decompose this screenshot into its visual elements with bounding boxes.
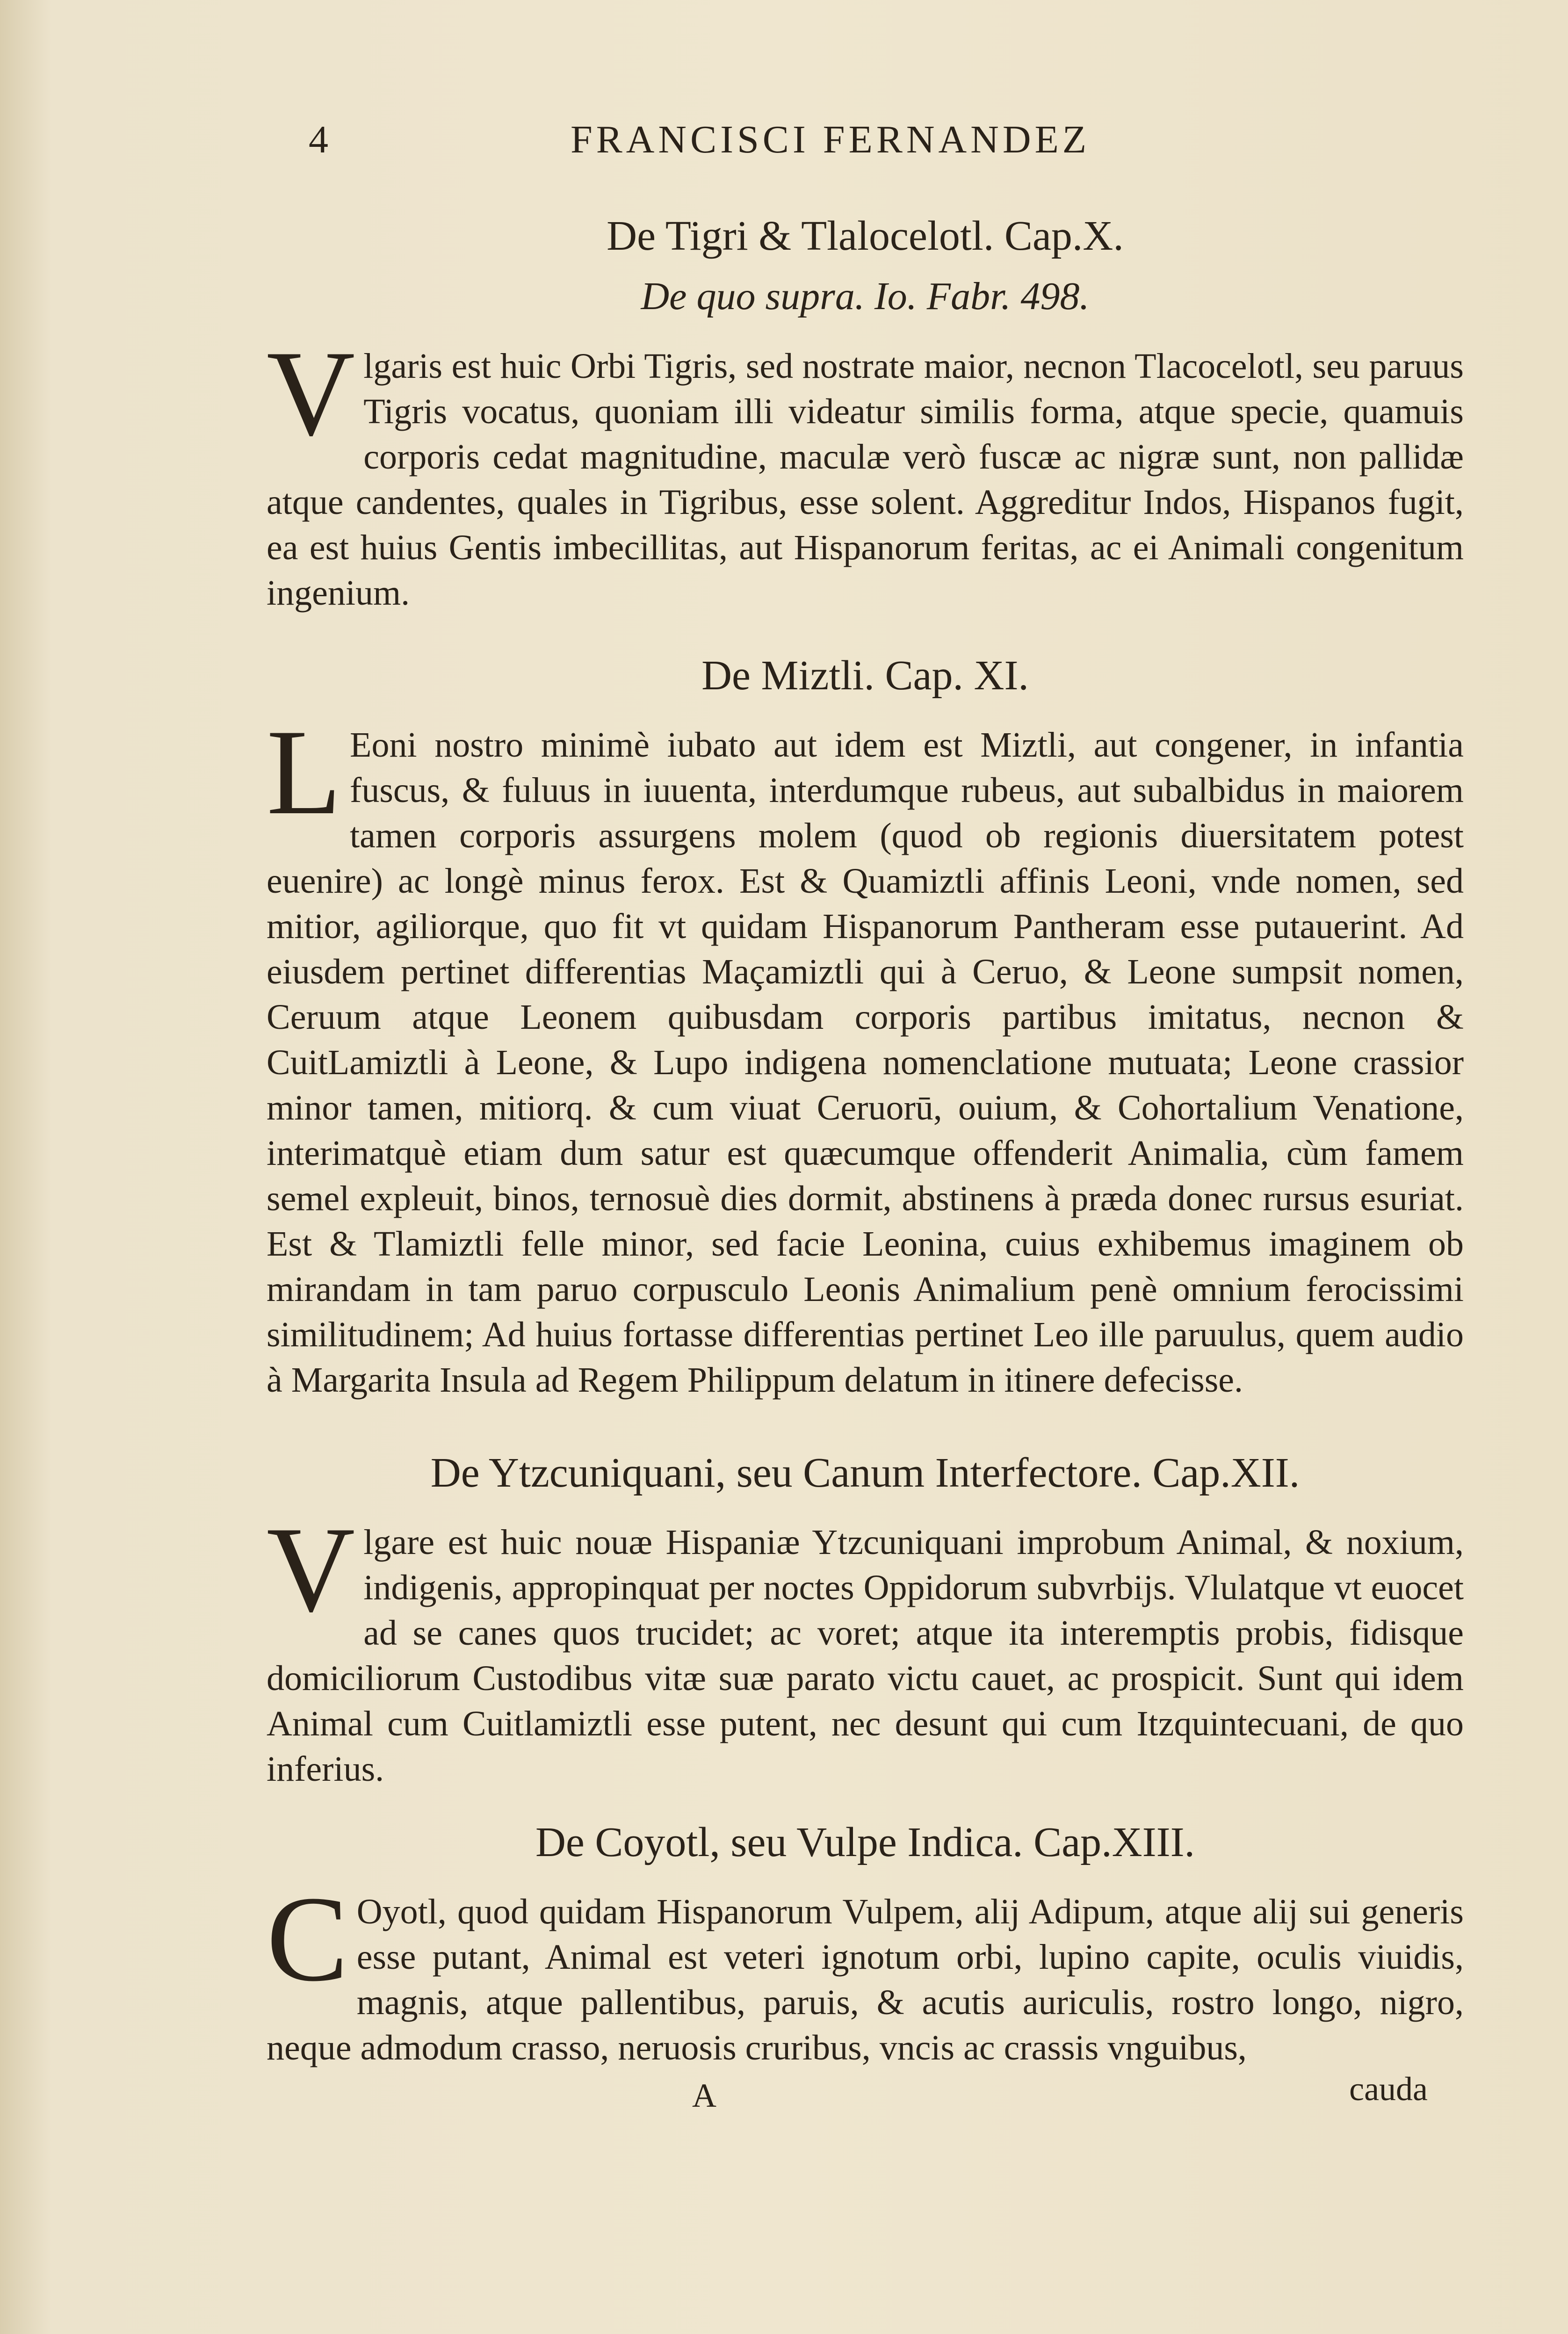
chapter-text: Oyotl, quod quidam Hispanorum Vulpem, alij Adipum, atque alij sui generis esse putant, Animal est veteri ignotum orbi, lupino capite, oculis viuidis, magnis, atque pallentibus, paruis, & acutis auriculis, rostro longo, nigro, neque admodum crasso, neruosis cruribus, vncis ac crassis vnguibus, xyxy=(267,1892,1464,2067)
chapter-heading: De Miztli. Cap. XI. xyxy=(701,652,1029,699)
running-head xyxy=(309,117,1366,173)
page-number: 4 xyxy=(309,118,332,161)
chapter-body xyxy=(267,1871,1464,2071)
chapter-text: lgare est huic nouæ Hispaniæ Ytzcuniquani improbum Animal, & noxium, indigenis, appropinquat per noctes Oppidorum subvrbijs. Vlulatque vt euocet ad se canes quos trucidet; ac voret; atque ita interemptis probis, fidisque domiciliorum Custodibus vitæ suæ parato victu cauet, ac prospicit. Sunt qui idem Animal cum Cuitlamiztli esse putent, nec desunt qui cum Itzquintecuani, de quo inferius. xyxy=(267,1523,1464,1789)
dropcap: V xyxy=(267,325,355,461)
catchword: cauda xyxy=(1349,2070,1428,2108)
chapter-xi xyxy=(267,652,1464,1403)
chapter-x xyxy=(267,213,1464,616)
chapter-heading: De Tigri & Tlalocelotl. Cap.X. xyxy=(607,213,1124,259)
dropcap: V xyxy=(267,1502,355,1637)
chapter-body xyxy=(267,704,1464,1403)
chapter-reference: De quo supra. Io. Fabr. 498. xyxy=(641,275,1090,318)
running-title: FRANCISCI FERNANDEZ xyxy=(571,118,1091,161)
chapter-heading: De Ytzcuniquani, seu Canum Interfectore. Cap.XII. xyxy=(430,1450,1300,1496)
chapter-text: lgaris est huic Orbi Tigris, sed nostrate maior, necnon Tlacocelotl, seu paruus Tigris vocatus, quoniam illi videatur similis forma, atque specie, quamuis corporis cedat magnitudine, maculæ verò fuscæ ac nigræ sunt, non pallidæ atque candentes, quales in Tigribus, esse solent. Aggreditur Indos, Hispanos fugit, ea est huius Gentis imbecillitas, aut Hispanorum feritas, ac ei Animali congenitum ingenium. xyxy=(267,347,1464,613)
chapter-text: Eoni nostro minimè iubato aut idem est Miztli, aut congener, in infantia fuscus, & fuluus in iuuenta, interdumque rubeus, aut subalbidus in maiorem tamen corporis assurgens molem (quod ob regionis diuersitatem potest euenire) ac longè minus ferox. Est & Quamiztli affinis Leoni, vnde nomen, sed mitior, agiliorque, quo fit vt quidam Hispanorum Pantheram esse putauerint. Ad eiusdem pertinet differentias Maçamiztli qui à Ceruo, & Leone sumpsit nomen, Ceruum atque Leonem quibusdam corporis partibus imitatus, necnon & CuitLamiztli à Leone, & Lupo indigena nomenclatione mutuata; Leone crassior minor tamen, mitiorq. & cum viuat Ceruorū, ouium, & Cohortalium Venatione, interimatquè etiam dum satur est quæcumque offenderit Animalia, cùm famem semel expleuit, binos, ternosuè dies dormit, abstinens à præda donec rursus esuriat. Est & Tlamiztli felle minor, sed facie Leonina, cuius exhibemus imaginem ob mirandam in tam paruo corpusculo Leonis Animalium penè omnium ferocissimi similitudinem; Ad huius fortasse differentias pertinet Leo ille paruulus, quem audio à Margarita Insula ad Regem Philippum delatum in itinere defecisse. xyxy=(267,725,1464,1400)
chapter-body xyxy=(267,1502,1464,1792)
dropcap: C xyxy=(267,1871,348,2007)
signature-mark: A xyxy=(692,2077,716,2114)
chapter-xiii xyxy=(267,1819,1464,2071)
chapter-heading: De Coyotl, seu Vulpe Indica. Cap.XIII. xyxy=(535,1819,1195,1865)
chapter-xii xyxy=(267,1450,1464,1792)
dropcap: L xyxy=(267,704,342,840)
chapter-body xyxy=(267,325,1464,616)
